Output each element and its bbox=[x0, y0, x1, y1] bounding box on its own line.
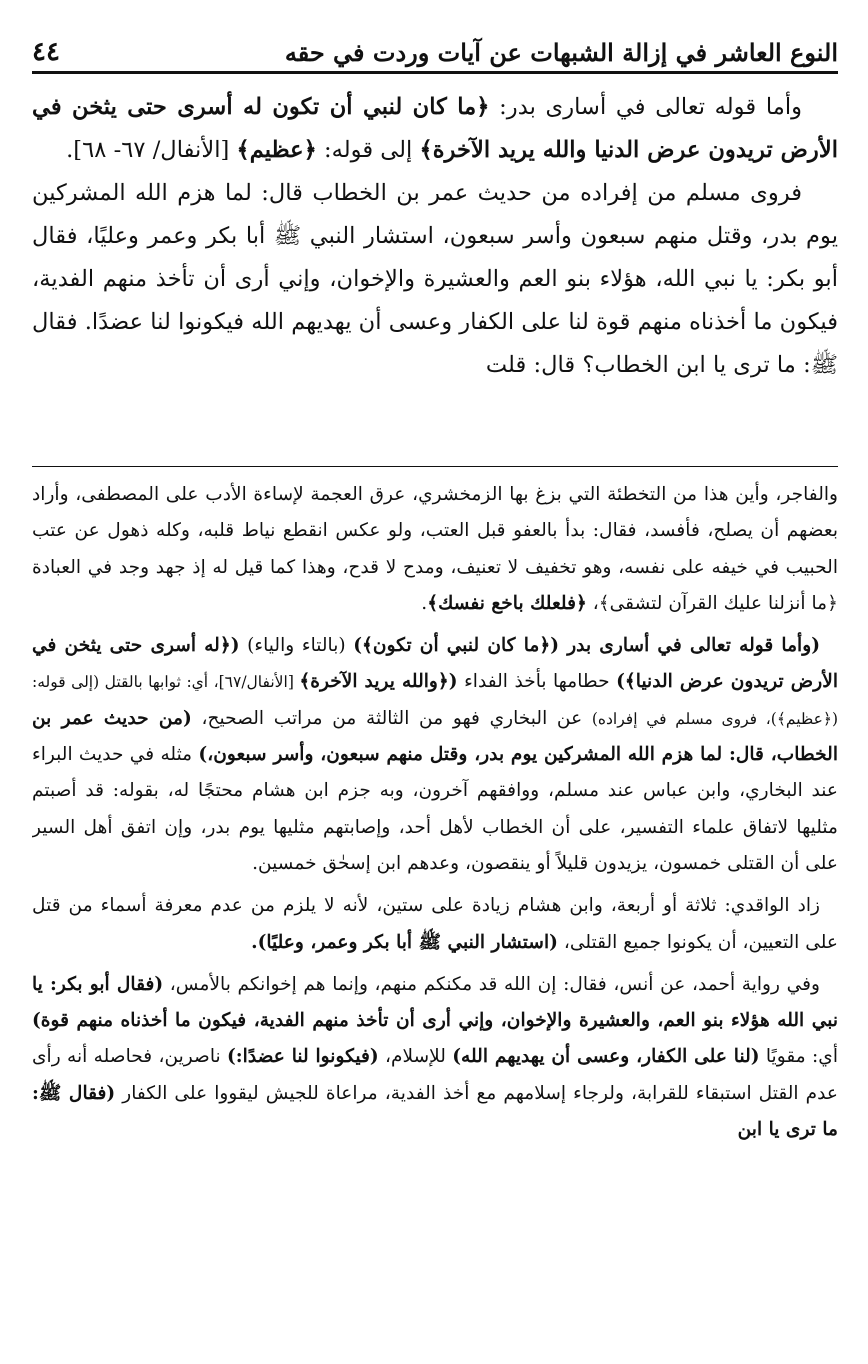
commentary-paragraph bbox=[32, 888, 838, 961]
text-run: (فقال ﷺ: ما ترى يا ابن bbox=[32, 1082, 838, 1141]
text-run: للإسلام، bbox=[378, 1046, 453, 1068]
text-run: ﴿ما كان لنبي أن تكون له أسرى حتى يثخن في الأرض تريدون عرض الدنيا والله يريد الآخرة﴾ bbox=[32, 94, 838, 163]
text-run: (بالتاء والياء) bbox=[239, 635, 354, 657]
chapter-title: النوع العاشر في إزالة الشبهات عن آيات وردت في حقه bbox=[284, 38, 838, 67]
main-paragraph bbox=[32, 172, 838, 387]
main-text-block bbox=[32, 86, 838, 458]
text-run: (﴿له أسرى حتى يثخن في الأرض تريدون عرض الدنيا﴾) bbox=[32, 635, 838, 693]
text-run: ، bbox=[586, 592, 599, 614]
text-run: والفاجر، وأين هذا من التخطئة التي بزغ بها الزمخشري، عرق العجمة لإساءة الأدب على المصطفى، وأراد بعضهم أن يصلح، فأفسد، فقال: بدأ بالعفو قبل العتب، ولو عكس انقطع نياط قلبه، وكله ذهول عن عتب الحبيب في خيفه على نفسه، وهو تخفيف لا تعنيف، ومدح لا قدح، وهذا كما قيل له إذ جهد وجد في العبادة bbox=[32, 484, 838, 578]
text-run: أي: مقويًا bbox=[759, 1046, 838, 1068]
text-run: وأما قوله تعالى في أسارى بدر: bbox=[489, 94, 803, 120]
footnote-divider bbox=[32, 466, 838, 467]
text-run: زاد الواقدي: ثلاثة أو أربعة، وابن هشام زيادة على ستين، لأنه لا يلزم من عدم معرفة أسماء من قتل على التعيين، أن يكونوا جميع القتلى، bbox=[32, 895, 838, 953]
commentary-paragraph bbox=[32, 628, 838, 882]
text-run: إلى قوله: bbox=[316, 137, 420, 163]
text-run: (لنا على الكفار، وعسى أن يهديهم الله) bbox=[452, 1046, 760, 1068]
text-run: (استشار النبي ﷺ أبا بكر وعمر، وعليًا). bbox=[251, 931, 558, 953]
commentary-block bbox=[32, 477, 838, 1343]
main-paragraph bbox=[32, 86, 838, 172]
text-run: ﴿عظيم﴾ bbox=[236, 137, 317, 163]
text-run: (فيكونوا لنا عضدًا:) bbox=[227, 1046, 379, 1068]
text-run: . bbox=[421, 592, 428, 614]
text-run: (فقال أبو بكر: يا نبي الله هؤلاء بنو العم، والعشيرة والإخوان، وإني أرى أن تأخذ منهم الفدية، فيكون ما أخذناه منهم قوة) bbox=[32, 973, 838, 1032]
page-number: ٤٤ bbox=[32, 37, 60, 67]
commentary-paragraph bbox=[32, 967, 838, 1148]
text-run: وفي رواية أحمد، عن أنس، فقال: إن الله قد مكنكم منهم، وإنما هم إخوانكم بالأمس، bbox=[163, 973, 820, 995]
text-run: ناصرين، فحاصله أنه رأى عدم القتل استبقاء للقرابة، ولرجاء إسلامهم مع أخذ الفدية، مراعاة للجيش ليقووا على الكفار bbox=[32, 1046, 838, 1104]
text-run: فروى مسلم من إفراده من حديث عمر بن الخطاب قال: لما هزم الله المشركين يوم بدر، وقتل منهم سبعون وأسر سبعون، استشار النبي ﷺ أبا بكر وعمر وعليًا، فقال أبو بكر: يا نبي الله، هؤلاء بنو العم والعشيرة والإخوان، وإني أرى أن تأخذ منهم الفدية، فيكون ما أخذناه منهم قوة لنا على الكفار وعسى أن يهديهم الله فيكونوا لنا عضدًا. فقال ﷺ: ما ترى يا ابن الخطاب؟ قال: قلت bbox=[32, 180, 838, 378]
commentary-paragraph bbox=[32, 477, 838, 622]
text-run: (من حديث عمر بن الخطاب، قال: لما هزم الله المشركين يوم بدر، وقتل منهم سبعون، وأسر سبعون،) bbox=[32, 707, 838, 766]
text-run: ﴿فلعلك باخع نفسك﴾ bbox=[427, 592, 587, 614]
text-run: [الأنفال/٦٧]، أي: ثوابها بالقتل (إلى قوله: (﴿عظيم﴾)، فروى مسلم في إفراده) bbox=[32, 673, 838, 728]
text-run: [الأنفال/ ٦٧- ٦٨]. bbox=[66, 137, 237, 163]
text-run: (وأما قوله تعالى في أسارى بدر (﴿ما كان لنبي أن تكون﴾) bbox=[353, 635, 820, 657]
text-run: ﴿ما أنزلنا عليك القرآن لتشقى﴾ bbox=[598, 592, 838, 614]
text-run: حطامها بأخذ الفداء bbox=[457, 671, 617, 693]
text-run: مثله في حديث البراء عند البخاري، وابن عباس عند مسلم، ووافقهم آخرون، وبه جزم ابن هشام محتجًا له، بقوله: قد أصبتم مثليها لاتفاق علماء التفسير، على أن الخطاب لأهل أحد، وإصابتهم مثليها يوم بدر، وإن اتفق أهل السير على أن القتلى خمسون، يزيدون قليلاً أو ينقصون، وعدهم ابن إسحٰق خمسين. bbox=[32, 744, 838, 874]
running-header bbox=[32, 30, 838, 74]
text-run: (﴿والله يريد الآخرة﴾ bbox=[299, 671, 458, 693]
text-run: عن البخاري فهو من الثالثة من مراتب الصحيح، bbox=[191, 707, 592, 729]
